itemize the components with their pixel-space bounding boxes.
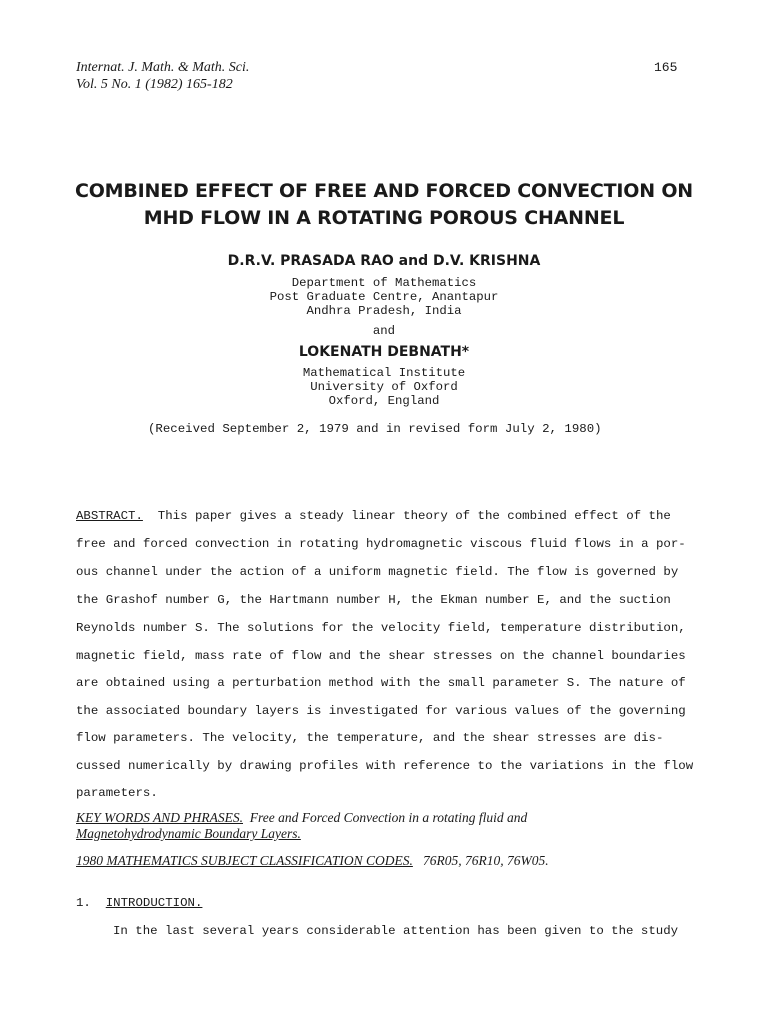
abstract-line-10: parameters. xyxy=(76,786,158,800)
and-separator: and xyxy=(372,324,396,338)
classification-values: 76R05, 76R10, 76W05. xyxy=(423,853,549,868)
abstract-label: ABSTRACT. xyxy=(76,509,143,523)
abstract-line-4: Reynolds number S. The solutions for the velocity field, temperature distribution, xyxy=(76,621,686,635)
received-date: (Received September 2, 1979 and in revised form July 2, 1980) xyxy=(148,422,602,436)
section-heading xyxy=(76,896,202,910)
affiliation-2-line-1: Mathematical Institute xyxy=(302,366,466,380)
affiliation-1 xyxy=(0,276,768,318)
classification-label: 1980 MATHEMATICS SUBJECT CLASSIFICATION CODES. xyxy=(76,853,413,868)
affiliation-1-line-2: Post Graduate Centre, Anantapur xyxy=(269,290,499,304)
section-number: 1. xyxy=(76,896,91,910)
affiliation-1-line-1: Department of Mathematics xyxy=(291,276,477,290)
title-line-2: MHD FLOW IN A ROTATING POROUS CHANNEL xyxy=(143,207,625,229)
intro-first-line: In the last several years considerable attention has been given to the study xyxy=(113,924,679,938)
journal-volume: Vol. 5 No. 1 (1982) 165-182 xyxy=(76,77,233,92)
abstract-line-8: flow parameters. The velocity, the temperature, and the shear stresses are dis- xyxy=(76,731,664,745)
abstract-line-3: the Grashof number G, the Hartmann number H, the Ekman number E, and the suction xyxy=(76,593,671,607)
keywords-line-1 xyxy=(76,810,527,826)
title-line-1: COMBINED EFFECT OF FREE AND FORCED CONVECTION ON xyxy=(74,180,694,202)
keywords-label: KEY WORDS AND PHRASES. xyxy=(76,810,243,825)
affiliation-2 xyxy=(0,366,768,408)
section-title: INTRODUCTION. xyxy=(105,896,203,910)
abstract-line-9: cussed numerically by drawing profiles with reference to the variations in the flow xyxy=(76,759,694,773)
author-names-1: D.R.V. PRASADA RAO and D.V. KRISHNA xyxy=(227,253,541,269)
affiliation-2-line-2: University of Oxford xyxy=(310,380,458,394)
abstract-line-7: the associated boundary layers is investigated for various values of the governing xyxy=(76,704,686,718)
affiliation-1-line-3: Andhra Pradesh, India xyxy=(306,304,462,318)
abstract-line-5: magnetic field, mass rate of flow and the shear stresses on the channel boundaries xyxy=(76,649,686,663)
keywords-text-2: Magnetohydrodynamic Boundary Layers. xyxy=(76,826,301,841)
affiliation-2-line-3: Oxford, England xyxy=(328,394,440,408)
paper-title xyxy=(0,178,768,232)
journal-citation xyxy=(76,59,249,93)
abstract-first-line: This paper gives a steady linear theory of the combined effect of the xyxy=(157,509,671,523)
abstract-line-0 xyxy=(76,509,696,523)
journal-name: Internat. J. Math. & Math. Sci. xyxy=(76,60,250,75)
classification-codes xyxy=(76,853,549,869)
keywords-text-1: Free and Forced Convection in a rotating fluid and xyxy=(249,810,528,825)
page-number: 165 xyxy=(654,60,678,75)
abstract-line-2: ous channel under the action of a uniform magnetic field. The flow is governed by xyxy=(76,565,679,579)
abstract-line-6: are obtained using a perturbation method with the small parameter S. The nature of xyxy=(76,676,686,690)
author-name-2: LOKENATH DEBNATH* xyxy=(298,344,470,360)
abstract-line-1: free and forced convection in rotating hydromagnetic viscous fluid flows in a por- xyxy=(76,537,686,551)
keywords-line-2 xyxy=(76,826,301,842)
